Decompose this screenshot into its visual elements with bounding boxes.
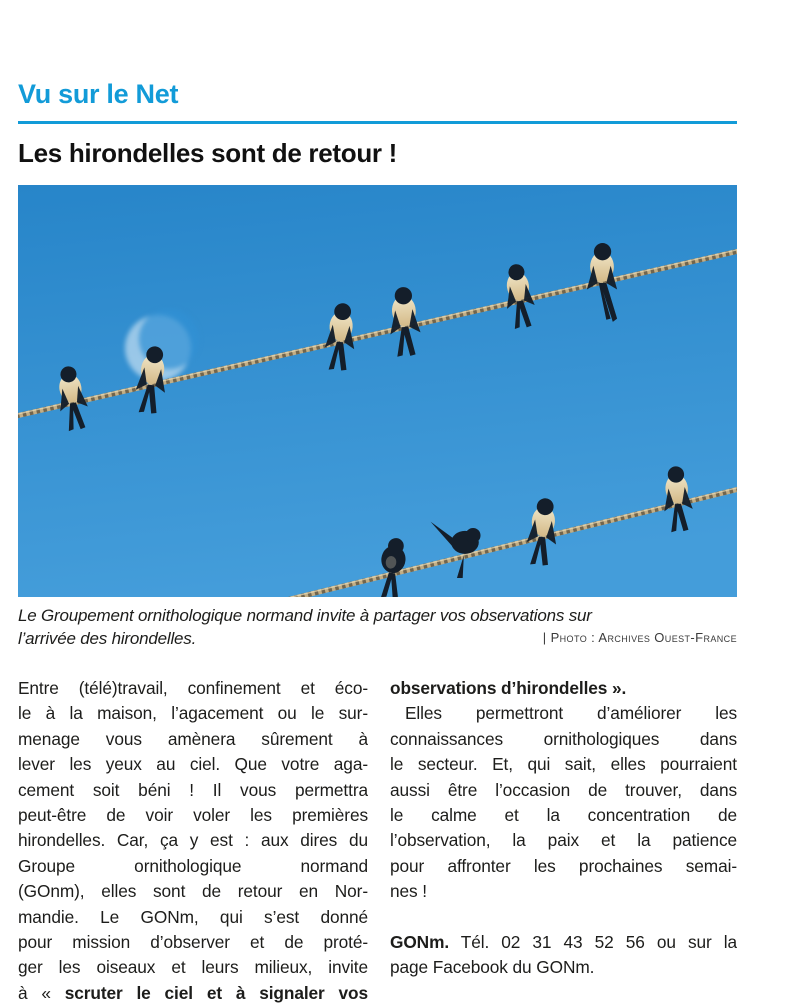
text-line: le secteur. Et, qui sait, elles pourraient [390,754,737,775]
text-line: cement soit béni ! Il vous permettra [18,779,368,800]
photo-credit: | Photo : Archives Ouest-France [542,630,737,645]
headline: Les hirondelles sont de retour ! [18,138,398,168]
text-line: le calme et la concentration de [390,804,737,825]
text-line: nes ! [390,881,427,902]
section-kicker: Vu sur le Net [18,79,179,109]
swallows-photo [18,185,737,597]
text-line: ger les oiseaux et leurs milieux, invite [18,957,368,978]
text-line: menage vous amènera sûrement à [18,728,368,749]
text-line: Entre (télé)travail, confinement et éco- [18,678,368,698]
text-line: hirondelles. Car, ça y est : aux dires du [18,830,368,851]
text-line: le à la maison, l’agacement ou le sur- [18,703,368,724]
text-line: pour mission d’observer et de proté- [18,931,368,952]
text-line: Groupe ornithologique normand [18,855,368,876]
caption-line: Le Groupement ornithologique normand invite à partager vos observations sur [18,606,592,625]
caption-line: l’arrivée des hirondelles. [18,629,197,648]
text-line: Elles permettront d’améliorer les [405,703,737,724]
text-line: GONm. Tél. 02 31 43 52 56 ou sur la [390,931,737,952]
text-line: l’observation, la paix et la patience [390,830,737,851]
text-line: (GOnm), elles sont de retour en Nor- [18,881,368,902]
text-line: page Facebook du GONm. [390,957,595,978]
article-column-right [390,676,737,1006]
text-line: lever les yeux au ciel. Que votre aga- [18,754,368,775]
text-line: connaissances ornithologiques dans [390,728,737,749]
text-line: peut-être de voir voler les premières [18,804,368,825]
text-line: observations d’hirondelles ». [390,678,627,698]
article-body [18,676,737,1006]
paragraph-gap [390,905,737,930]
kicker-rule [18,121,737,124]
photo-caption [18,604,737,652]
text-line: mandie. Le GONm, qui s’est donné [18,906,368,927]
text-line: aussi être l’occasion de trouver, dans [390,779,737,800]
article-column-left [18,676,368,1006]
text-line: à « scruter le ciel et à signaler vos [18,982,368,1003]
text-line: pour affronter les prochaines semai- [390,855,737,876]
